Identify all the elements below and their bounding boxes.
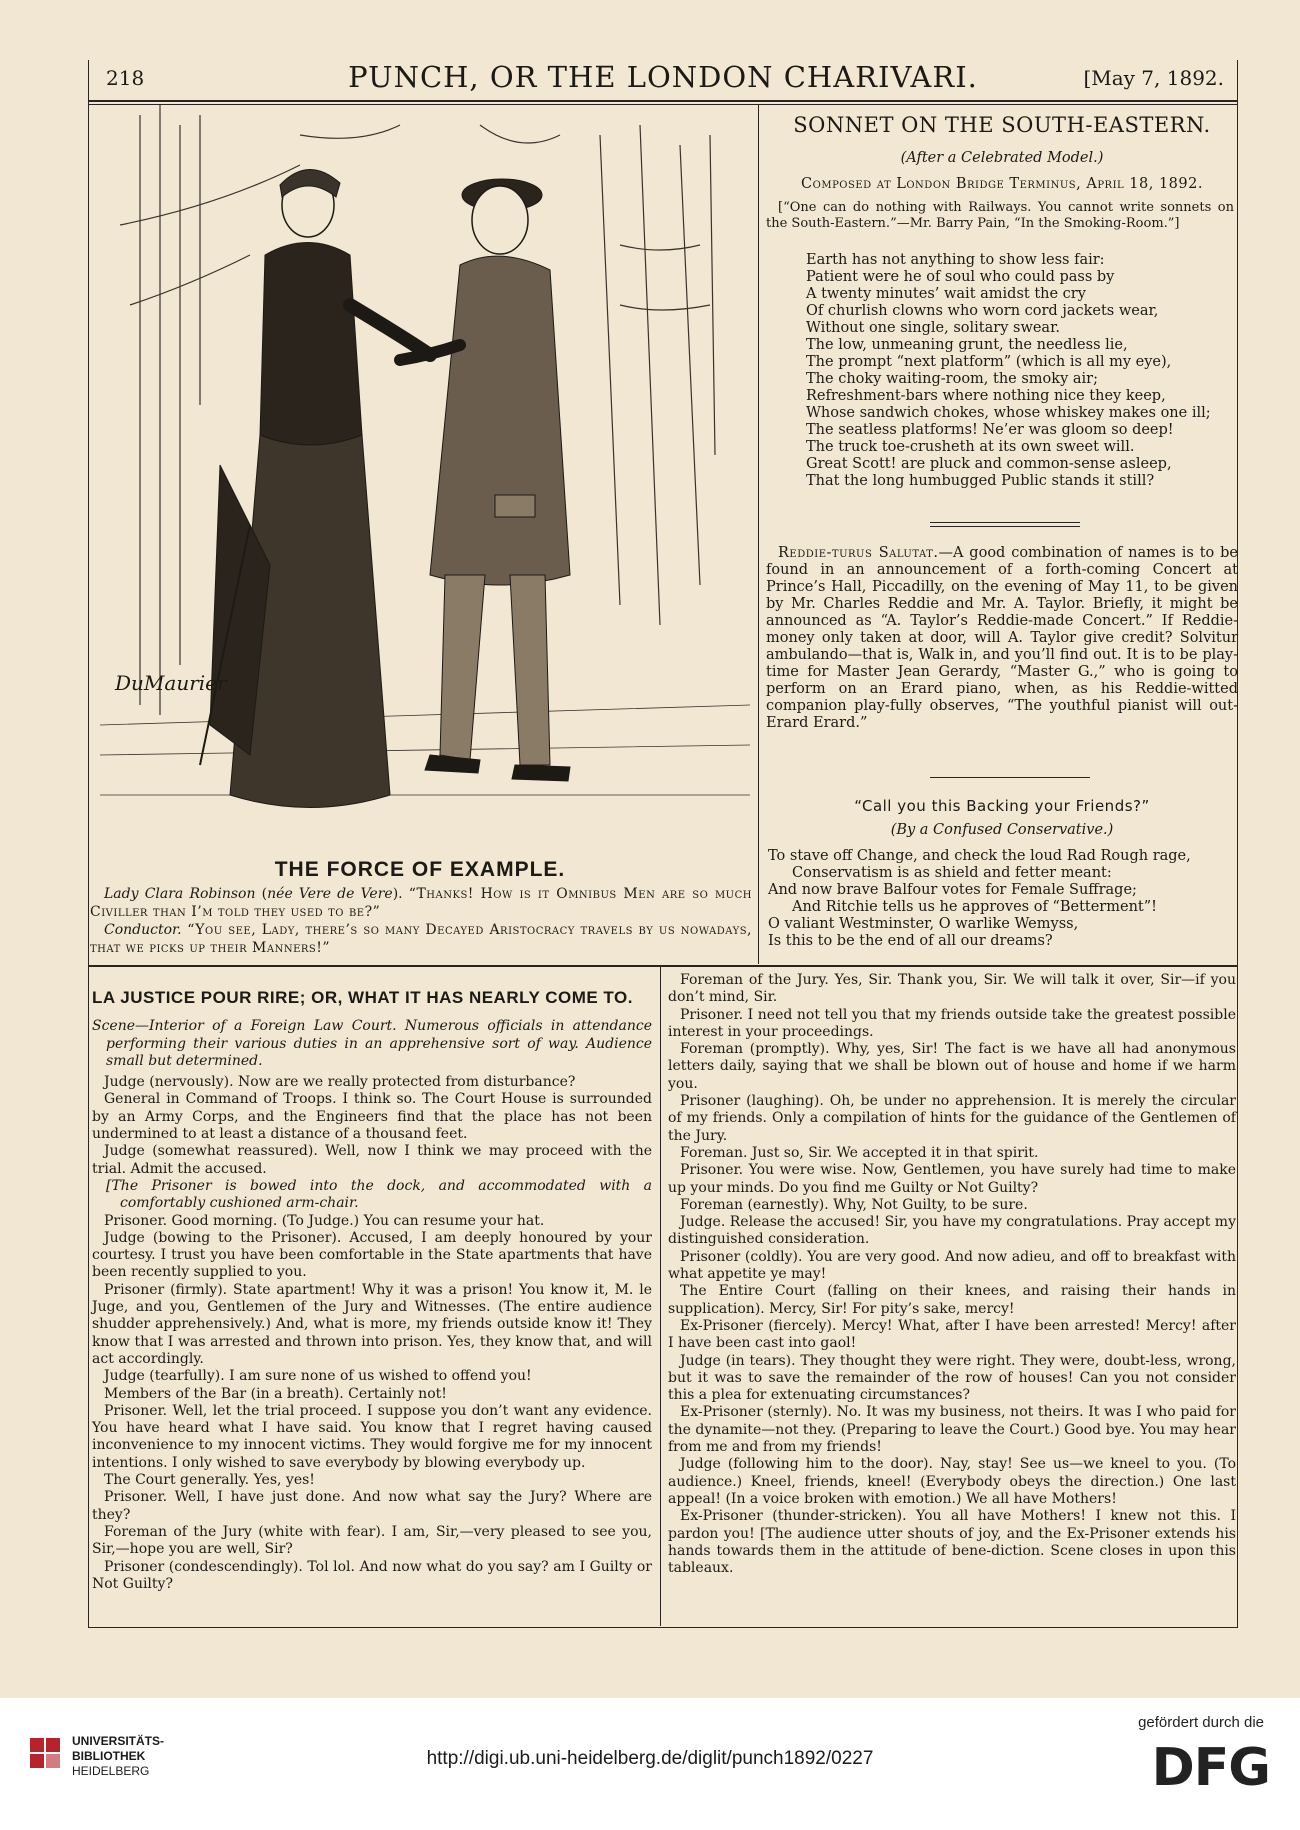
backing-poem bbox=[768, 848, 1238, 950]
poem-line: To stave off Change, and check the loud Rad Rough rage, bbox=[768, 848, 1191, 864]
masthead-title: PUNCH, OR THE LONDON CHARIVARI. bbox=[348, 60, 978, 94]
sonnet-line: Whose sandwich chokes, whose whiskey makes one ill; bbox=[806, 405, 1211, 421]
reddie-text: —A good combination of names is to be found in an announcement of a forth-coming Concert at Prince’s Hall, Piccadilly, on the evening of May 11, to be given by Mr. Charles Reddie and Mr. A. Taylor. Briefly, it might be announced as “A. Taylor’s Reddie-made Concert.” If Reddie-money only taken at door, will A. Taylor give credit? Solvitur ambulando—that is, Walk in, and you’ll find out. It is to be play-time for Master Jean Gerardy, “Master G.,” who is going to perform on an Erard piano, when, as his Reddie-witted companion play-fully observes, “The youthful pianist will out-Erard Erard.” bbox=[766, 545, 1238, 731]
lady-figure bbox=[200, 169, 430, 807]
dialogue-paragraph: Judge (nervously). Now are we really protected from disturbance? bbox=[104, 1074, 576, 1091]
la-justice-right-column bbox=[668, 972, 1236, 1577]
page-header bbox=[88, 60, 1238, 102]
dialogue-paragraph: Members of the Bar (in a breath). Certainly not! bbox=[104, 1385, 447, 1402]
dialogue-paragraph: Judge. Release the accused! Sir, you have my congratulations. Pray accept my distinguished consideration. bbox=[668, 1214, 1236, 1248]
sonnet-line: Refreshment-bars where nothing nice they keep, bbox=[806, 388, 1166, 404]
dialogue-paragraph: Foreman. Just so, Sir. We accepted it in that spirit. bbox=[680, 1144, 1039, 1161]
poem-line: And now brave Balfour votes for Female Suffrage; bbox=[768, 882, 1137, 898]
sonnet-composed-line: Composed at London Bridge Terminus, April 18, 1892. bbox=[801, 176, 1203, 192]
speaker-conductor: Conductor. bbox=[104, 922, 182, 938]
speech-conductor: “You see, Lady, there’s so many Decayed Aristocracy travels by us nowadays, that we picks up their Manners!” bbox=[90, 922, 752, 956]
poem-line: Is this to be the end of all our dreams? bbox=[768, 933, 1053, 949]
scene-direction: Scene—Interior of a Foreign Law Court. Numerous officials in attendance performing their various duties in an apprehensive sort of way. Audience small but determined. bbox=[92, 1018, 652, 1069]
sonnet-line: Great Scott! are pluck and common-sense asleep, bbox=[806, 456, 1172, 472]
la-justice-title: LA JUSTICE POUR RIRE; OR, WHAT IT HAS NEARLY COME TO. bbox=[92, 988, 633, 1007]
column-rule-top bbox=[758, 104, 759, 964]
sonnet-line: Patient were he of soul who could pass by bbox=[806, 269, 1115, 285]
digitization-footer bbox=[0, 1698, 1300, 1830]
caption-punct: ( bbox=[255, 886, 268, 902]
dialogue-paragraph: General in Command of Troops. I think so. The Court House is surrounded by an Army Corps, and the Engineers find that the place has not been undermined to at least a distance of a thousand feet. bbox=[92, 1091, 652, 1143]
page-frame-bottom bbox=[88, 1627, 1238, 1628]
dialogue-paragraph: Foreman of the Jury. Yes, Sir. Thank you, Sir. We will talk it over, Sir—if you don’t mind, Sir. bbox=[668, 972, 1236, 1006]
dialogue-paragraph: Judge (bowing to the Prisoner). Accused, I am deeply honoured by your courtesy. I trust you have been comfortable in the State apartments that have been recently supplied to you. bbox=[92, 1229, 652, 1281]
sonnet-line: The choky waiting-room, the smoky air; bbox=[806, 371, 1098, 387]
library-name-line: HEIDELBERG bbox=[72, 1764, 150, 1778]
sonnet-note: [“One can do nothing with Railways. You cannot write sonnets on the South-Eastern.”—Mr. Barry Pain, “In the Smoking-Room.”] bbox=[766, 200, 1234, 231]
dialogue-paragraph: Ex-Prisoner (fiercely). Mercy! What, after I have been arrested! Mercy! after I have been cast into gaol! bbox=[668, 1317, 1236, 1352]
dialogue-paragraph: Judge (in tears). They thought they were right. They were, doubt-less, wrong, but it was to save the remainder of the row of houses! Can you not consider this a plea for extenuating circumstances? bbox=[668, 1352, 1236, 1404]
page-frame-left bbox=[88, 60, 89, 1628]
speech-lady: “Thanks! How is it Omnibus Men are so much Civiller than I’m told they used to be?” bbox=[90, 886, 752, 920]
column-rule-bottom bbox=[660, 966, 661, 1626]
sonnet-line: That the long humbugged Public stands it still? bbox=[806, 473, 1155, 489]
dialogue-paragraph: Prisoner (condescendingly). Tol lol. And now what do you say? am I Guilty or Not Guilty? bbox=[92, 1558, 652, 1592]
dialogue-paragraph: Prisoner. Well, I have just done. And now what say the Jury? Where are they? bbox=[92, 1489, 652, 1523]
poem-line: And Ritchie tells us he approves of “Betterment”! bbox=[792, 899, 1157, 915]
dialogue-paragraph: Foreman of the Jury (white with fear). I am, Sir,—very pleased to see you, Sir,—hope you are well, Sir? bbox=[92, 1523, 652, 1558]
sonnet-line: The low, unmeaning grunt, the needless lie, bbox=[806, 337, 1128, 353]
sonnet-subtitle: (After a Celebrated Model.) bbox=[900, 150, 1104, 166]
sonnet-title: SONNET ON THE SOUTH-EASTERN. bbox=[793, 113, 1211, 137]
source-url-link[interactable]: http://digi.ub.uni-heidelberg.de/diglit/punch1892/0227 bbox=[426, 1748, 874, 1769]
funding-caption: gefördert durch die bbox=[1138, 1714, 1264, 1731]
sonnet-lines bbox=[806, 252, 1246, 490]
dialogue-paragraph: The Entire Court (falling on their knees, and raising their hands in supplication). Mercy, Sir! For pity’s sake, mercy! bbox=[668, 1283, 1236, 1317]
dialogue-paragraph: Ex-Prisoner (thunder-stricken). You all have Mothers! I knew not this. I pardon you! [The audience utter shouts of joy, and the Ex-Prisoner extends his hands towards them in the attitude of bene-diction. Scene closes in upon this tableaux. bbox=[668, 1508, 1236, 1577]
dfg-logo: DFG bbox=[1151, 1738, 1270, 1798]
dialogue-paragraph: Judge (following him to the door). Nay, stay! See us—we kneel to you. (To audience.) Kneel, friends, kneel! (Everybody obeys the direction.) One last appeal! (In a voice broken with emotion.) We all have Mothers! bbox=[668, 1456, 1236, 1507]
dialogue-paragraph: Prisoner. Well, let the trial proceed. I suppose you don’t want any evidence. You have heard what I have said. You know that I regret having caused inconvenience to my innocent victims. They would forgive me for my innocent intentions. I only wished to save everybody by blowing everybody up. bbox=[92, 1402, 652, 1471]
sonnet-line: Without one single, solitary swear. bbox=[806, 320, 1061, 336]
artist-signature: DuMaurier bbox=[115, 671, 227, 695]
backing-subtitle: (By a Confused Conservative.) bbox=[890, 822, 1114, 838]
page-number: 218 bbox=[106, 66, 145, 90]
dialogue-paragraph: Foreman (earnestly). Why, Not Guilty, to be sure. bbox=[680, 1196, 1028, 1213]
dialogue-paragraph: Judge (tearfully). I am sure none of us wished to offend you! bbox=[104, 1368, 532, 1385]
sonnet-line: The prompt “next platform” (which is all my eye), bbox=[806, 354, 1172, 370]
dialogue-paragraph: Prisoner. You were wise. Now, Gentlemen, you have surely had time to make up your minds. Do you find me Guilty or Not Guilty? bbox=[668, 1162, 1236, 1196]
dialogue-paragraph: Judge (somewhat reassured). Well, now I think we may proceed with the trial. Admit the accused. bbox=[92, 1143, 652, 1177]
caption-punct: ). bbox=[392, 886, 409, 902]
stage-direction: [The Prisoner is bowed into the dock, and accommodated with a comfortably cushioned arm-chair. bbox=[106, 1177, 652, 1212]
dialogue-paragraph: Ex-Prisoner (sternly). No. It was my business, not theirs. It was I who paid for the dynamite—not they. (Preparing to leave the Court.) Good bye. You may hear from me and from my friends! bbox=[668, 1404, 1236, 1456]
sonnet-line: A twenty minutes’ wait amidst the cry bbox=[806, 286, 1086, 302]
gentleman-figure bbox=[400, 179, 570, 781]
dialogue-paragraph: The Court generally. Yes, yes! bbox=[104, 1472, 315, 1489]
library-name-line: UNIVERSITÄTS- bbox=[72, 1734, 165, 1748]
dialogue-paragraph: Prisoner (firmly). State apartment! Why it was a prison! You know it, M. le Juge, and you, Gentlemen of the Jury and Witnesses. (The entire audience shudder apprehensively.) And, what is more, my friends outside know it! They know that I was arrested and thrown into prison. Yes, they know that, and will act accordingly. bbox=[92, 1281, 652, 1367]
library-name-line: BIBLIOTHEK bbox=[72, 1749, 146, 1763]
la-justice-left-column bbox=[92, 975, 652, 1593]
cartoon-illustration bbox=[100, 105, 750, 850]
dialogue-paragraph: Foreman (promptly). Why, yes, Sir! The fact is we have all had anonymous letters daily, saying that we shall be blown out of house and home if we harm you. bbox=[668, 1041, 1236, 1092]
poem-line: O valiant Westminster, O warlike Wemyss, bbox=[768, 916, 1079, 932]
backing-title: “Call you this Backing your Friends?” bbox=[854, 797, 1150, 815]
poem-line: Conservatism is as shield and fetter meant: bbox=[792, 865, 1112, 881]
sonnet-line: Earth has not anything to show less fair: bbox=[806, 252, 1105, 268]
issue-date: [May 7, 1892. bbox=[1083, 66, 1224, 90]
cartoon-title: THE FORCE OF EXAMPLE. bbox=[274, 858, 566, 881]
speaker-lady: Lady Clara Robinson bbox=[104, 886, 256, 902]
sonnet-line: The seatless platforms! Ne’er was gloom so deep! bbox=[806, 422, 1174, 438]
section-divider-double bbox=[930, 522, 1080, 527]
reddie-paragraph bbox=[766, 545, 1238, 732]
sonnet-line: Of churlish clowns who worn cord jackets wear, bbox=[806, 303, 1159, 319]
sonnet-line: The truck toe-crusheth at its own sweet will. bbox=[806, 439, 1135, 455]
dialogue-paragraph: Prisoner. I need not tell you that my friends outside take the greatest possible interest in your proceedings. bbox=[668, 1006, 1236, 1040]
dialogue-paragraph: Prisoner (laughing). Oh, be under no apprehension. It is merely the circular of my friends. Only a compilation of hints for the guidance of the Gentlemen of the Jury. bbox=[668, 1093, 1236, 1144]
speaker-nee: née Vere de Vere bbox=[267, 886, 393, 902]
reddie-lead: Reddie-turus Salutat. bbox=[778, 545, 939, 561]
cartoon-caption bbox=[90, 885, 752, 957]
section-divider bbox=[930, 777, 1090, 778]
dialogue-paragraph: Prisoner. Good morning. (To Judge.) You can resume your hat. bbox=[104, 1212, 545, 1229]
dialogue-paragraph: Prisoner (coldly). You are very good. And now adieu, and off to breakfast with what appetite ye may! bbox=[668, 1248, 1236, 1283]
mid-page-rule bbox=[88, 965, 1238, 967]
